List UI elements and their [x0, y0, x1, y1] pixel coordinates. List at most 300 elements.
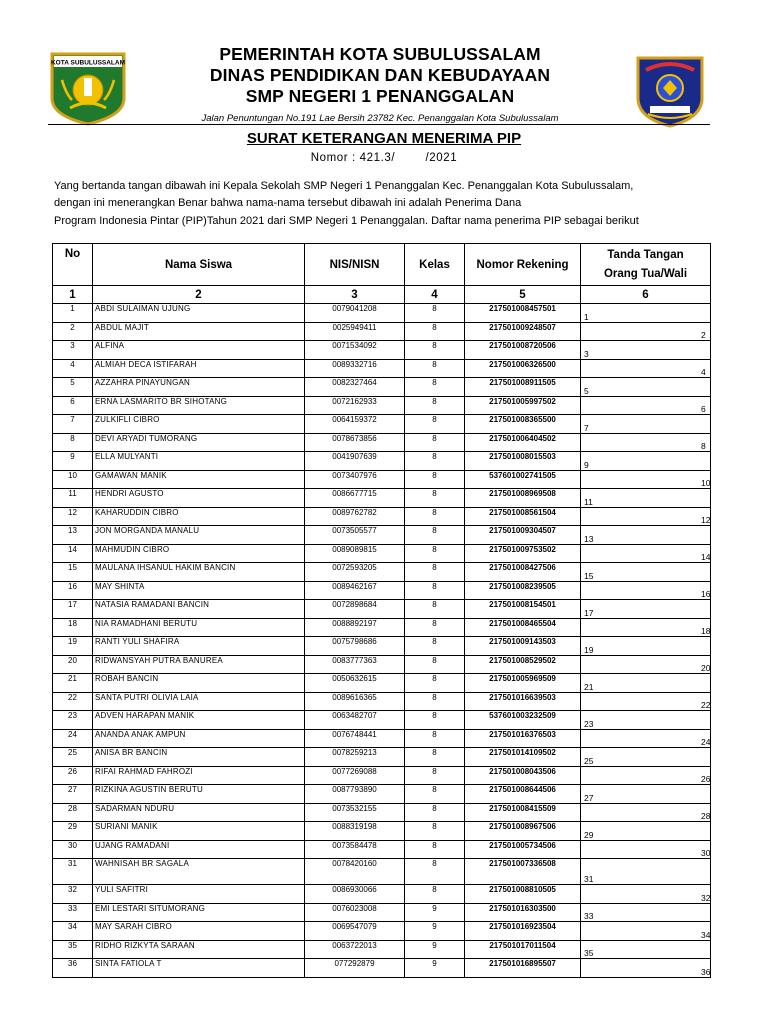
intro-paragraph-line-1: Yang bertanda tangan dibawah ini Kepala Sekolah SMP Negeri 1 Penanggalan Kec. Penanggalan Kota Subulussalam, — [54, 180, 634, 192]
account-number: 217501009304507 — [465, 526, 581, 545]
student-name: JON MORGANDA MANALU — [93, 526, 305, 545]
account-number: 537601002741505 — [465, 470, 581, 489]
table-row — [53, 903, 711, 922]
student-nis: 0086677715 — [305, 489, 405, 508]
signature-cell — [581, 655, 711, 674]
student-nis: 0078673856 — [305, 433, 405, 452]
signature-cell — [581, 859, 711, 885]
table-row — [53, 637, 711, 656]
table-row — [53, 766, 711, 785]
signature-cell — [581, 470, 711, 489]
letterhead-divider — [48, 124, 710, 125]
signature-number: 20 — [701, 663, 711, 673]
student-nis: 0086930066 — [305, 885, 405, 904]
signature-cell — [581, 378, 711, 397]
student-nis: 0072162933 — [305, 396, 405, 415]
signature-cell — [581, 940, 711, 959]
signature-cell — [581, 526, 711, 545]
signature-number: 28 — [701, 811, 711, 821]
signature-cell — [581, 922, 711, 941]
student-nis: 0073505577 — [305, 526, 405, 545]
student-class: 8 — [405, 618, 465, 637]
account-number: 217501008969508 — [465, 489, 581, 508]
account-number: 217501006404502 — [465, 433, 581, 452]
row-number: 18 — [53, 618, 93, 637]
student-nis: 0089462167 — [305, 581, 405, 600]
signature-number: 35 — [584, 948, 594, 958]
signature-number: 5 — [584, 385, 589, 396]
header-tanda-tangan — [581, 244, 711, 286]
signature-cell — [581, 452, 711, 471]
letterhead — [140, 44, 620, 124]
signature-number: 13 — [584, 533, 594, 544]
account-number: 217501017011504 — [465, 940, 581, 959]
student-name: NATASIA RAMADANI BANCIN — [93, 600, 305, 619]
student-name: UJANG RAMADANI — [93, 840, 305, 859]
signature-number: 27 — [584, 792, 594, 803]
signature-number: 3 — [584, 348, 589, 359]
table-row — [53, 940, 711, 959]
student-class: 9 — [405, 922, 465, 941]
student-class: 8 — [405, 470, 465, 489]
student-nis: 0072898684 — [305, 600, 405, 619]
column-number: 3 — [305, 286, 405, 304]
student-class: 8 — [405, 600, 465, 619]
student-name: HENDRI AGUSTO — [93, 489, 305, 508]
signature-number: 9 — [584, 459, 589, 470]
row-number: 25 — [53, 748, 93, 767]
document-title: SURAT KETERANGAN MENERIMA PIP — [246, 130, 522, 147]
account-number: 217501008465504 — [465, 618, 581, 637]
student-nis: 0083777363 — [305, 655, 405, 674]
row-number: 3 — [53, 341, 93, 360]
table-row — [53, 711, 711, 730]
signature-number: 31 — [584, 874, 594, 884]
signature-cell — [581, 341, 711, 360]
signature-number: 8 — [701, 441, 706, 451]
table-row — [53, 507, 711, 526]
student-name: MAY SARAH CIBRO — [93, 922, 305, 941]
column-number: 4 — [405, 286, 465, 304]
account-number: 217501006326500 — [465, 359, 581, 378]
account-number: 217501016303500 — [465, 903, 581, 922]
row-number: 4 — [53, 359, 93, 378]
student-class: 8 — [405, 452, 465, 471]
letterhead-government: PEMERINTAH KOTA SUBULUSSALAM — [219, 44, 541, 64]
signature-number: 22 — [701, 700, 711, 710]
student-nis: 0075798686 — [305, 637, 405, 656]
table-row — [53, 859, 711, 885]
signature-cell — [581, 581, 711, 600]
student-nis: 0089332716 — [305, 359, 405, 378]
student-name: ADVEN HARAPAN MANIK — [93, 711, 305, 730]
signature-number: 1 — [584, 311, 589, 322]
table-row — [53, 563, 711, 582]
account-number: 217501008415509 — [465, 803, 581, 822]
row-number: 22 — [53, 692, 93, 711]
row-number: 13 — [53, 526, 93, 545]
account-number: 537601003232509 — [465, 711, 581, 730]
header-no: No — [53, 244, 93, 286]
column-number: 6 — [581, 286, 711, 304]
student-name: ANANDA ANAK AMPUN — [93, 729, 305, 748]
header-nomor-rekening: Nomor Rekening — [465, 244, 581, 286]
signature-cell — [581, 415, 711, 434]
row-number: 31 — [53, 859, 93, 885]
table-row — [53, 304, 711, 323]
student-class: 8 — [405, 692, 465, 711]
student-class: 8 — [405, 359, 465, 378]
signature-cell — [581, 822, 711, 841]
account-number: 217501014109502 — [465, 748, 581, 767]
student-nis: 0076023008 — [305, 903, 405, 922]
student-name: YULI SAFITRI — [93, 885, 305, 904]
account-number: 217501008015503 — [465, 452, 581, 471]
student-nis: 0078420160 — [305, 859, 405, 885]
table-row — [53, 396, 711, 415]
student-nis: 0072593205 — [305, 563, 405, 582]
document-number: Nomor : 421.3/ /2021 — [310, 152, 458, 164]
signature-cell — [581, 748, 711, 767]
row-number: 12 — [53, 507, 93, 526]
table-row — [53, 322, 711, 341]
student-nis: 0089762782 — [305, 507, 405, 526]
pip-recipients-table — [52, 243, 711, 978]
student-nis: 0063482707 — [305, 711, 405, 730]
account-number: 217501016923504 — [465, 922, 581, 941]
student-name: RANTI YULI SHAFIRA — [93, 637, 305, 656]
signature-number: 19 — [584, 644, 594, 655]
signature-number: 36 — [701, 966, 711, 977]
intro-paragraph-line-2: dengan ini menerangkan Benar bahwa nama-nama tersebut dibawah ini adalah Penerima Dana — [54, 197, 522, 209]
student-name: EMI LESTARI SITUMORANG — [93, 903, 305, 922]
signature-number: 7 — [584, 422, 589, 433]
student-class: 8 — [405, 341, 465, 360]
account-number: 217501008239505 — [465, 581, 581, 600]
student-class: 8 — [405, 507, 465, 526]
table-row — [53, 959, 711, 978]
signature-cell — [581, 433, 711, 452]
column-number: 5 — [465, 286, 581, 304]
signature-number: 15 — [584, 570, 594, 581]
row-number: 14 — [53, 544, 93, 563]
student-nis: 0089616365 — [305, 692, 405, 711]
student-class: 8 — [405, 378, 465, 397]
account-number: 217501016376503 — [465, 729, 581, 748]
student-name: DEVI ARYADI TUMORANG — [93, 433, 305, 452]
student-class: 8 — [405, 748, 465, 767]
student-class: 8 — [405, 803, 465, 822]
signature-cell — [581, 785, 711, 804]
student-name: SINTA FATIOLA T — [93, 959, 305, 978]
header-tanda-tangan-line1: Tanda Tangan — [607, 248, 684, 261]
student-class: 8 — [405, 489, 465, 508]
row-number: 33 — [53, 903, 93, 922]
signature-cell — [581, 507, 711, 526]
account-number: 217501008720506 — [465, 341, 581, 360]
student-name: ANISA BR BANCIN — [93, 748, 305, 767]
student-name: RIZKINA AGUSTIN BERUTU — [93, 785, 305, 804]
table-row — [53, 785, 711, 804]
account-number: 217501005969509 — [465, 674, 581, 693]
signature-cell — [581, 711, 711, 730]
signature-number: 30 — [701, 848, 711, 858]
student-class: 8 — [405, 785, 465, 804]
table-row — [53, 341, 711, 360]
student-class: 8 — [405, 859, 465, 885]
account-number: 217501008561504 — [465, 507, 581, 526]
signature-cell — [581, 674, 711, 693]
account-number: 217501007336508 — [465, 859, 581, 885]
row-number: 20 — [53, 655, 93, 674]
student-class: 8 — [405, 840, 465, 859]
signature-number: 16 — [701, 589, 711, 599]
signature-cell — [581, 637, 711, 656]
student-name: RIDHO RIZKYTA SARAAN — [93, 940, 305, 959]
header-nama-siswa: Nama Siswa — [93, 244, 305, 286]
signature-cell — [581, 840, 711, 859]
table-row — [53, 885, 711, 904]
account-number: 217501008043506 — [465, 766, 581, 785]
signature-number: 25 — [584, 755, 594, 766]
student-nis: 0078259213 — [305, 748, 405, 767]
student-nis: 077292879 — [305, 959, 405, 978]
student-class: 8 — [405, 729, 465, 748]
table-header-row — [53, 244, 711, 286]
student-name: NIA RAMADHANI BERUTU — [93, 618, 305, 637]
signature-number: 33 — [584, 911, 594, 921]
table-row — [53, 655, 711, 674]
student-class: 8 — [405, 304, 465, 323]
student-nis: 0077269088 — [305, 766, 405, 785]
table-row — [53, 674, 711, 693]
column-number: 1 — [53, 286, 93, 304]
student-name: SANTA PUTRI OLIVIA LAIA — [93, 692, 305, 711]
svg-text:KOTA SUBULUSSALAM: KOTA SUBULUSSALAM — [50, 59, 126, 67]
student-name: MAY SHINTA — [93, 581, 305, 600]
row-number: 6 — [53, 396, 93, 415]
signature-number: 32 — [701, 892, 711, 903]
student-class: 8 — [405, 711, 465, 730]
student-name: ABDUL MAJIT — [93, 322, 305, 341]
student-class: 8 — [405, 885, 465, 904]
row-number: 11 — [53, 489, 93, 508]
student-name: ALMIAH DECA ISTIFARAH — [93, 359, 305, 378]
student-class: 8 — [405, 655, 465, 674]
table-row — [53, 922, 711, 941]
student-name: WAHNISAH BR SAGALA — [93, 859, 305, 885]
table-row — [53, 840, 711, 859]
signature-cell — [581, 959, 711, 978]
student-class: 8 — [405, 581, 465, 600]
signature-number: 17 — [584, 607, 594, 618]
student-name: GAMAWAN MANIK — [93, 470, 305, 489]
table-row — [53, 526, 711, 545]
row-number: 28 — [53, 803, 93, 822]
signature-number: 4 — [701, 367, 706, 377]
signature-number: 24 — [701, 737, 711, 747]
student-name: AZZAHRA PINAYUNGAN — [93, 378, 305, 397]
student-nis: 0069547079 — [305, 922, 405, 941]
table-row — [53, 489, 711, 508]
row-number: 27 — [53, 785, 93, 804]
signature-number: 21 — [584, 681, 594, 692]
signature-cell — [581, 489, 711, 508]
student-name: ZULKIFLI CIBRO — [93, 415, 305, 434]
student-nis: 0073407976 — [305, 470, 405, 489]
account-number: 217501009753502 — [465, 544, 581, 563]
student-name: ABDI SULAIMAN UJUNG — [93, 304, 305, 323]
row-number: 36 — [53, 959, 93, 978]
row-number: 23 — [53, 711, 93, 730]
row-number: 29 — [53, 822, 93, 841]
row-number: 15 — [53, 563, 93, 582]
account-number: 217501008644506 — [465, 785, 581, 804]
student-nis: 0088319198 — [305, 822, 405, 841]
letterhead-address: Jalan Penuntungan No.191 Lae Bersih 23782 Kec. Penanggalan Kota Subulussalam — [201, 113, 559, 124]
table-row — [53, 378, 711, 397]
student-class: 8 — [405, 822, 465, 841]
account-number: 217501008967506 — [465, 822, 581, 841]
student-name: RIFAI RAHMAD FAHROZI — [93, 766, 305, 785]
student-nis: 0071534092 — [305, 341, 405, 360]
account-number: 217501016639503 — [465, 692, 581, 711]
student-class: 8 — [405, 322, 465, 341]
column-number: 2 — [93, 286, 305, 304]
table-row — [53, 822, 711, 841]
letterhead-department: DINAS PENDIDIKAN DAN KEBUDAYAAN — [209, 65, 551, 85]
student-class: 8 — [405, 563, 465, 582]
signature-cell — [581, 766, 711, 785]
account-number: 217501016895507 — [465, 959, 581, 978]
letterhead-school: SMP NEGERI 1 PENANGGALAN — [245, 86, 515, 106]
table-row — [53, 359, 711, 378]
student-name: KAHARUDDIN CIBRO — [93, 507, 305, 526]
student-class: 8 — [405, 544, 465, 563]
student-name: ALFINA — [93, 341, 305, 360]
signature-cell — [581, 544, 711, 563]
signature-number: 23 — [584, 718, 594, 729]
student-nis: 0064159372 — [305, 415, 405, 434]
table-row — [53, 692, 711, 711]
student-class: 8 — [405, 766, 465, 785]
signature-cell — [581, 359, 711, 378]
row-number: 17 — [53, 600, 93, 619]
signature-number: 34 — [701, 929, 711, 940]
student-name: SADARMAN NDURU — [93, 803, 305, 822]
table-row — [53, 600, 711, 619]
student-nis: 0082327464 — [305, 378, 405, 397]
signature-cell — [581, 618, 711, 637]
row-number: 30 — [53, 840, 93, 859]
row-number: 8 — [53, 433, 93, 452]
row-number: 21 — [53, 674, 93, 693]
student-nis: 0073584478 — [305, 840, 405, 859]
account-number: 217501009248507 — [465, 322, 581, 341]
row-number: 10 — [53, 470, 93, 489]
table-row — [53, 803, 711, 822]
signature-number: 10 — [701, 478, 711, 488]
signature-number: 12 — [701, 515, 711, 525]
student-class: 9 — [405, 940, 465, 959]
account-number: 217501008529502 — [465, 655, 581, 674]
signature-cell — [581, 885, 711, 904]
student-class: 8 — [405, 526, 465, 545]
row-number: 7 — [53, 415, 93, 434]
header-nis-nisn: NIS/NISN — [305, 244, 405, 286]
signature-number: 26 — [701, 774, 711, 784]
city-emblem-logo — [48, 50, 128, 126]
student-nis: 0088892197 — [305, 618, 405, 637]
signature-cell — [581, 692, 711, 711]
student-nis: 0073532155 — [305, 803, 405, 822]
student-name: ROBAH BANCIN — [93, 674, 305, 693]
account-number: 217501009143503 — [465, 637, 581, 656]
signature-number: 2 — [701, 330, 706, 340]
student-class: 8 — [405, 415, 465, 434]
account-number: 217501005997502 — [465, 396, 581, 415]
header-kelas: Kelas — [405, 244, 465, 286]
student-nis: 0087793890 — [305, 785, 405, 804]
signature-cell — [581, 803, 711, 822]
student-nis: 0089089815 — [305, 544, 405, 563]
account-number: 217501008810505 — [465, 885, 581, 904]
row-number: 9 — [53, 452, 93, 471]
account-number: 217501008154501 — [465, 600, 581, 619]
table-row — [53, 470, 711, 489]
row-number: 26 — [53, 766, 93, 785]
student-class: 8 — [405, 637, 465, 656]
account-number: 217501008365500 — [465, 415, 581, 434]
student-name: MAHMUDIN CIBRO — [93, 544, 305, 563]
signature-number: 29 — [584, 829, 594, 840]
header-tanda-tangan-line2: Orang Tua/Wali — [603, 267, 688, 280]
row-number: 35 — [53, 940, 93, 959]
table-row — [53, 618, 711, 637]
student-class: 9 — [405, 959, 465, 978]
table-row — [53, 433, 711, 452]
table-row — [53, 581, 711, 600]
row-number: 16 — [53, 581, 93, 600]
account-number: 217501008911505 — [465, 378, 581, 397]
intro-paragraph-line-3: Program Indonesia Pintar (PIP)Tahun 2021 dari SMP Negeri 1 Penanggalan. Daftar nama penerima PIP sebagai berikut — [54, 215, 639, 227]
student-class: 8 — [405, 433, 465, 452]
row-number: 32 — [53, 885, 93, 904]
column-number-row — [53, 286, 711, 304]
signature-number: 6 — [701, 404, 706, 414]
table-row — [53, 452, 711, 471]
student-name: ELLA MULYANTI — [93, 452, 305, 471]
student-nis: 0050632615 — [305, 674, 405, 693]
signature-cell — [581, 903, 711, 922]
signature-number: 14 — [701, 552, 711, 562]
student-nis: 0079041208 — [305, 304, 405, 323]
row-number: 19 — [53, 637, 93, 656]
row-number: 2 — [53, 322, 93, 341]
signature-number: 11 — [584, 496, 593, 507]
signature-cell — [581, 396, 711, 415]
account-number: 217501008457501 — [465, 304, 581, 323]
account-number: 217501005734506 — [465, 840, 581, 859]
row-number: 5 — [53, 378, 93, 397]
signature-cell — [581, 322, 711, 341]
student-nis: 0025949411 — [305, 322, 405, 341]
student-nis: 0076748441 — [305, 729, 405, 748]
signature-cell — [581, 729, 711, 748]
account-number: 217501008427506 — [465, 563, 581, 582]
student-nis: 0063722013 — [305, 940, 405, 959]
student-class: 8 — [405, 396, 465, 415]
